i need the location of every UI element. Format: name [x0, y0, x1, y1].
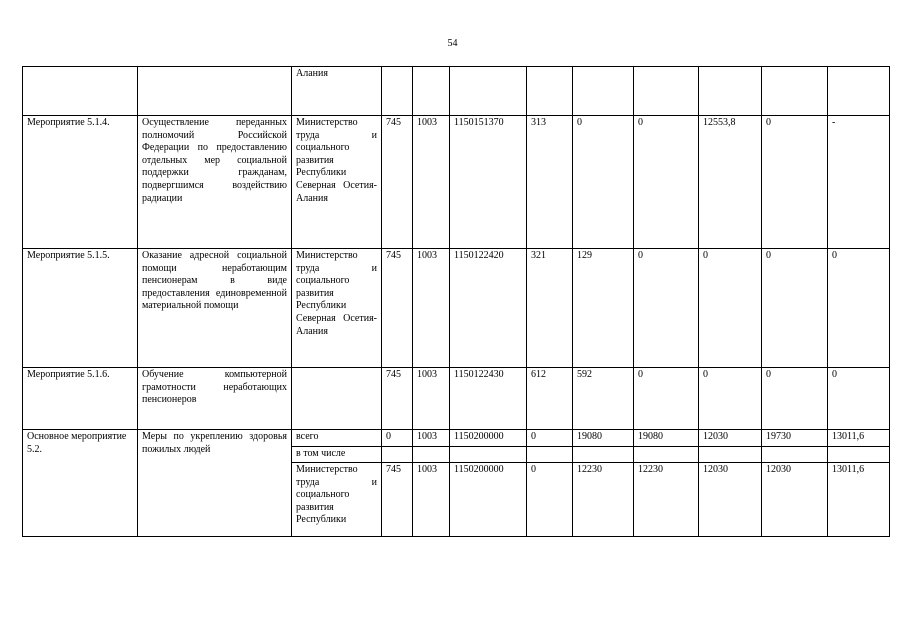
- executor-cell: всего: [292, 430, 382, 447]
- value-cell: 12230: [573, 463, 634, 537]
- name-cell: Оказание адресной социальной помощи неработающим пенсионерам в виде предоставления единовременной материальной помощи: [138, 249, 292, 368]
- value-cell: [699, 447, 762, 463]
- name-cell: Осуществление переданных полномочий Российской Федерации по предоставлению отдельных мер социальной поддержки гражданам, подвергшимся воздействию радиации: [138, 116, 292, 249]
- name-cell: Меры по укреплению здоровья пожилых людей: [138, 430, 292, 537]
- grbs-cell: 0: [382, 430, 413, 447]
- value-cell: 13011,6: [828, 430, 890, 447]
- value-cell: 0: [573, 116, 634, 249]
- value-cell: 12030: [699, 430, 762, 447]
- rz-pr-cell: [413, 67, 450, 116]
- value-cell: 129: [573, 249, 634, 368]
- value-cell: [828, 67, 890, 116]
- value-cell: 0: [828, 368, 890, 430]
- name-cell: Обучение компьютерной грамотности неработающих пенсионеров: [138, 368, 292, 430]
- executor-cell: Министерство труда и социального развития Республики: [292, 463, 382, 537]
- value-cell: [634, 447, 699, 463]
- value-cell: 0: [699, 368, 762, 430]
- table-row: [23, 430, 890, 447]
- grbs-cell: 745: [382, 249, 413, 368]
- grbs-cell: [382, 447, 413, 463]
- value-cell: 0: [762, 249, 828, 368]
- budget-table: [22, 66, 890, 537]
- csr-cell: 1150122430: [450, 368, 527, 430]
- csr-cell: [450, 67, 527, 116]
- value-cell: 12030: [762, 463, 828, 537]
- table-row: [23, 368, 890, 430]
- vr-cell: 321: [527, 249, 573, 368]
- value-cell: 19730: [762, 430, 828, 447]
- executor-cell: Министерство труда и социального развития Республики Северная Осетия-Алания: [292, 249, 382, 368]
- value-cell: [828, 447, 890, 463]
- csr-cell: 1150122420: [450, 249, 527, 368]
- grbs-cell: [382, 67, 413, 116]
- event-cell: Мероприятие 5.1.4.: [23, 116, 138, 249]
- table-row: [23, 116, 890, 249]
- page-number: 54: [447, 38, 458, 49]
- csr-cell: 1150200000: [450, 430, 527, 447]
- value-cell: [762, 67, 828, 116]
- vr-cell: 0: [527, 463, 573, 537]
- rz-pr-cell: 1003: [413, 463, 450, 537]
- value-cell: 12030: [699, 463, 762, 537]
- executor-cell: [292, 368, 382, 430]
- event-cell: [23, 67, 138, 116]
- vr-cell: [527, 447, 573, 463]
- rz-pr-cell: 1003: [413, 249, 450, 368]
- value-cell: [699, 67, 762, 116]
- value-cell: 0: [828, 249, 890, 368]
- executor-cell: Алания: [292, 67, 382, 116]
- value-cell: [634, 67, 699, 116]
- grbs-cell: 745: [382, 116, 413, 249]
- value-cell: 0: [762, 368, 828, 430]
- executor-cell: Министерство труда и социального развития Республики Северная Осетия-Алания: [292, 116, 382, 249]
- vr-cell: [527, 67, 573, 116]
- value-cell: 0: [634, 116, 699, 249]
- grbs-cell: 745: [382, 463, 413, 537]
- rz-pr-cell: 1003: [413, 368, 450, 430]
- value-cell: [762, 447, 828, 463]
- name-cell: [138, 67, 292, 116]
- value-cell: 13011,6: [828, 463, 890, 537]
- value-cell: 12230: [634, 463, 699, 537]
- value-cell: 0: [634, 249, 699, 368]
- grbs-cell: 745: [382, 368, 413, 430]
- value-cell: 12553,8: [699, 116, 762, 249]
- value-cell: 0: [762, 116, 828, 249]
- table-row: [23, 249, 890, 368]
- value-cell: 19080: [634, 430, 699, 447]
- vr-cell: 0: [527, 430, 573, 447]
- vr-cell: 612: [527, 368, 573, 430]
- event-cell: Основное мероприятие 5.2.: [23, 430, 138, 537]
- executor-cell: в том числе: [292, 447, 382, 463]
- table-row: [23, 67, 890, 116]
- value-cell: [573, 447, 634, 463]
- value-cell: -: [828, 116, 890, 249]
- value-cell: 0: [699, 249, 762, 368]
- value-cell: 19080: [573, 430, 634, 447]
- rz-pr-cell: 1003: [413, 116, 450, 249]
- rz-pr-cell: 1003: [413, 430, 450, 447]
- csr-cell: 1150200000: [450, 463, 527, 537]
- csr-cell: 1150151370: [450, 116, 527, 249]
- event-cell: Мероприятие 5.1.5.: [23, 249, 138, 368]
- value-cell: 592: [573, 368, 634, 430]
- value-cell: [573, 67, 634, 116]
- csr-cell: [450, 447, 527, 463]
- value-cell: 0: [634, 368, 699, 430]
- rz-pr-cell: [413, 447, 450, 463]
- vr-cell: 313: [527, 116, 573, 249]
- event-cell: Мероприятие 5.1.6.: [23, 368, 138, 430]
